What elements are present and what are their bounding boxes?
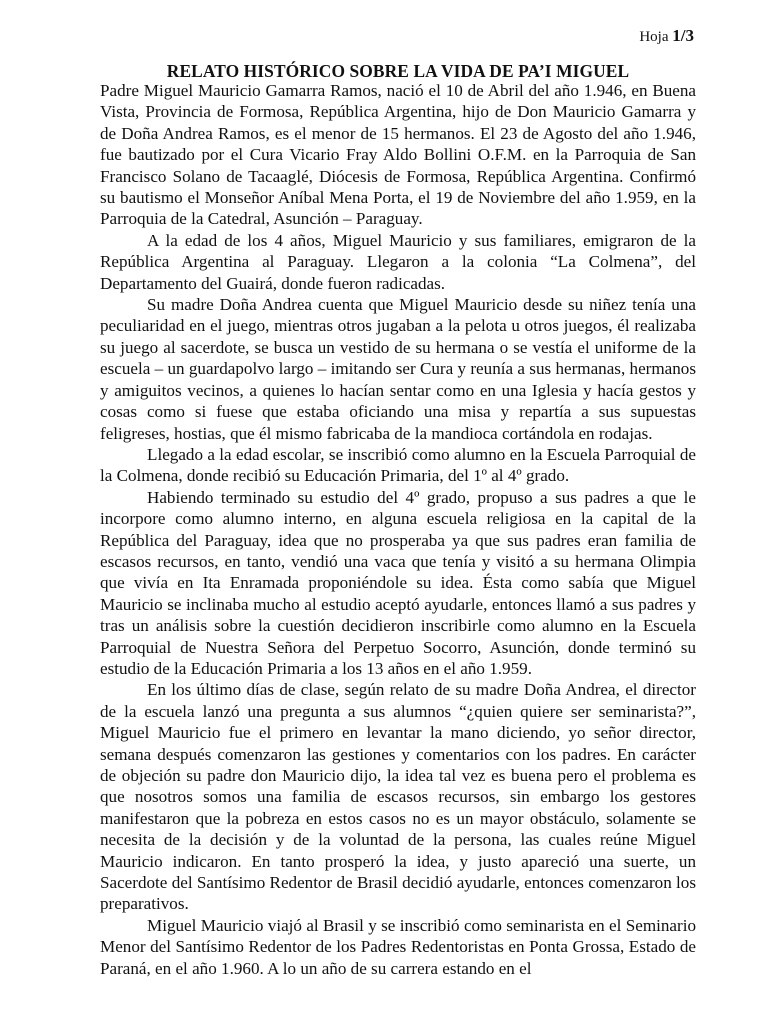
paragraph-3: Su madre Doña Andrea cuenta que Miguel Mauricio desde su niñez tenía una peculiaridad en el juego, mientras otros jugaban a la pelota u otros juegos, él realizaba su juego al sacerdote, se busca un vestido de su hermana o se vestía el uniforme de la escuela – un guardapolvo largo – imitando ser Cura y reunía a sus hermanas, hermanos y amiguitos vecinos, a quienes lo hacían sentar como en una Iglesia y hacía gestos y cosas como si fuese que estaba oficiando una misa y repartía a sus supuestas feligreses, hostias, que él mismo fabricaba de la mandioca cortándola en rodajas. [100,295,696,443]
page-number-value: 1/3 [672,26,694,45]
page-number [639,26,694,47]
paragraph-4: Llegado a la edad escolar, se inscribió como alumno en la Escuela Parroquial de la Colmena, donde recibió su Educación Primaria, del 1º al 4º grado. [100,444,696,486]
page-label: Hoja [639,29,669,45]
paragraph-5: Habiendo terminado su estudio del 4º grado, propuso a sus padres a que le incorpore como alumno interno, en alguna escuela religiosa en la capital de la República del Paraguay, idea que no prosperaba ya que sus padres eran familia de escasos recursos, en tanto, vendió una vaca que tenía y visitó a su hermana Olimpia que vivía en Ita Enramada proponiéndole su idea. Ésta como sabía que Miguel Mauricio se inclinaba mucho al estudio aceptó ayudarle, entonces llamó a sus padres y tras un análisis sobre la cuestión decidieron inscribirle como alumno en la Escuela Parroquial de Nuestra Señora del Perpetuo Socorro, Asunción, donde terminó su estudio de la Educación Primaria a los 13 años en el año 1.959. [100,487,696,678]
paragraph-7: Miguel Mauricio viajó al Brasil y se inscribió como seminarista en el Seminario Menor del Santísimo Redentor de los Padres Redentoristas en Ponta Grossa, Estado de Paraná, en el año 1.960. A lo un año de su carrera estando en el [100,915,696,978]
paragraph-1: Padre Miguel Mauricio Gamarra Ramos, nació el 10 de Abril del año 1.946, en Buena Vista, Provincia de Formosa, República Argentina, hijo de Don Mauricio Gamarra y de Doña Andrea Ramos, es el menor de 15 hermanos. El 23 de Agosto del año 1.946, fue bautizado por el Cura Vicario Fray Aldo Bollini O.F.M. en la Parroquia de San Francisco Solano de Tacaaglé, Diócesis de Formosa, República Argentina. Confirmó su bautismo el Monseñor Aníbal Mena Porta, el 19 de Noviembre del año 1.959, en la Parroquia de la Catedral, Asunción – Paraguay. [100,81,696,229]
document-body [100,80,696,979]
document-title: RELATO HISTÓRICO SOBRE LA VIDA DE PA’I MIGUEL [166,61,630,81]
paragraph-6: En los último días de clase, según relato de su madre Doña Andrea, el director de la escuela lanzó una pregunta a sus alumnos “¿quien quiere ser seminarista?”, Miguel Mauricio fue el primero en levantar la mano diciendo, yo señor director, semana después comenzaron las gestiones y comentarios con los padres. En carácter de objeción su padre don Mauricio dijo, la idea tal vez es buena pero el problema es que nosotros somos una familia de escasos recursos, sin embargo los gestores manifestaron que la pobreza en estos casos no es un mayor obstáculo, solamente se necesita de la decisión y de la voluntad de la persona, las cuales reúne Miguel Mauricio indicaron. En tanto prosperó la idea, y justo apareció una suerte, un Sacerdote del Santísimo Redentor de Brasil decidió ayudarle, entonces comenzaron los preparativos. [100,680,696,914]
paragraph-2: A la edad de los 4 años, Miguel Mauricio y sus familiares, emigraron de la República Argentina al Paraguay. Llegaron a la colonia “La Colmena”, del Departamento del Guairá, donde fueron radicadas. [100,230,696,293]
